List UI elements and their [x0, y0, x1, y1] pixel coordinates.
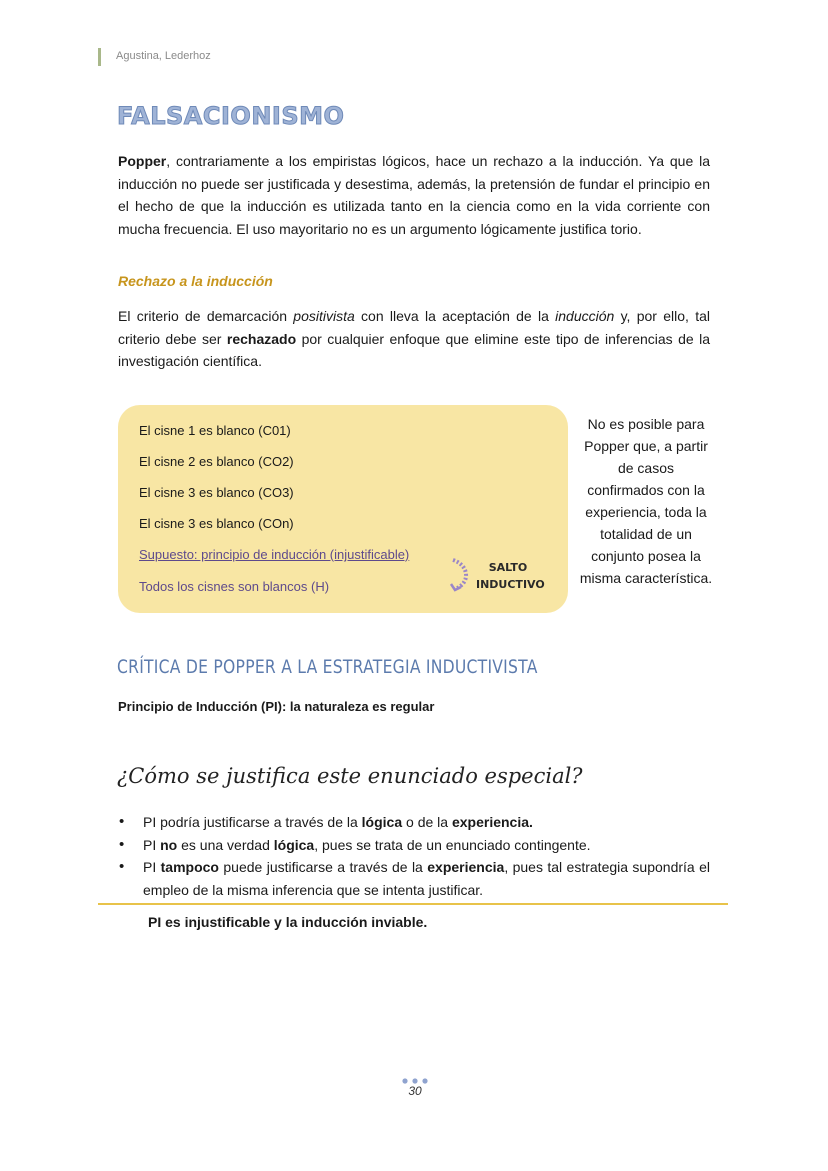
list-item: [118, 856, 710, 901]
swan-line-2: El cisne 2 es blanco (CO2): [139, 454, 294, 469]
bullet-1-text-a: PI podría justificarse a través de la: [143, 814, 362, 830]
bullet-2-text-b: es una verdad: [177, 836, 274, 853]
rechazo-text-1: El criterio de demarcación: [118, 308, 294, 324]
header-accent-bar: [98, 48, 101, 66]
rechazo-positivista: positivista: [293, 308, 355, 324]
rechazo-text-4: por cualquier enfoque que elimine este tipo de inferencias de la investigación científica.: [118, 330, 710, 370]
inductivo-word: INDUCTIVO: [476, 578, 545, 591]
bullet-3-bold-experiencia: experiencia: [427, 859, 505, 876]
bullet-2-bold-no: no: [160, 836, 178, 853]
curved-arrow-icon: [449, 557, 473, 593]
final-conclusion: PI es injustificable y la inducción inviable.: [148, 914, 428, 930]
side-note: No es posible para Popper que, a partir de casos confirmados con la experiencia, toda la totalidad de un conjunto posea la misma característica.: [579, 416, 713, 586]
bullet-3-bold-tampoco: tampoco: [160, 859, 219, 876]
bullet-2-text-c: , pues se trata de un enunciado contingente.: [314, 836, 591, 853]
intro-lead: Popper: [118, 153, 167, 169]
bullet-1-bold-logica: lógica: [361, 814, 403, 830]
intro-paragraph: [118, 150, 710, 240]
list-item: [118, 834, 710, 857]
rechazo-text-3: y, por ello, tal criterio debe ser: [118, 308, 710, 347]
swan-line-1: El cisne 1 es blanco (C01): [139, 423, 291, 438]
swan-line-3: El cisne 3 es blanco (CO3): [139, 485, 294, 500]
swan-example-box: [118, 405, 568, 613]
principio-induccion: Principio de Inducción (PI): la naturaleza es regular: [118, 699, 435, 714]
bullet-2-bold-logica: lógica: [273, 836, 315, 853]
rechazo-induccion: inducción: [555, 308, 615, 324]
swan-line-4: El cisne 3 es blanco (COn): [139, 516, 294, 531]
salto-inductivo-label: [476, 559, 545, 593]
list-item: [118, 811, 710, 834]
conclusion-line: Todos los cisnes son blancos (H): [139, 579, 330, 594]
rechazo-rechazado: rechazado: [226, 330, 297, 347]
bullet-2-text-a: PI: [143, 836, 161, 853]
bullet-list: [118, 811, 710, 901]
divider: [98, 903, 728, 905]
rechazo-heading: Rechazo a la inducción: [118, 273, 273, 289]
page-title: FALSACIONISMO: [117, 102, 345, 130]
bullet-1-bold-experiencia: experiencia.: [451, 814, 533, 830]
bullet-1-text-b: o de la: [402, 814, 452, 830]
intro-text: , contrariamente a los empiristas lógicos, hace un rechazo a la inducción. Ya que la inducción no puede ser justificada y desestima, además, la pretensión de fundar el principio en el hecho de que la inducción es utilizada tanto en la ciencia como en la vida corriente con mucha frecuencia. El uso mayoritario no es un argumento lógicamente justifica torio.: [118, 153, 710, 237]
rechazo-paragraph: [118, 305, 710, 373]
page-number: 30: [408, 1084, 422, 1098]
supuesto-line: Supuesto: principio de inducción (injustificable): [139, 547, 410, 562]
rechazo-text-2: con lleva la aceptación de la: [354, 308, 556, 324]
bullet-3-text-c: , pues tal estrategia supondría el empleo de la misma inferencia que se intenta justificar.: [143, 859, 711, 898]
question-heading: ¿Cómo se justifica este enunciado especial?: [117, 764, 583, 788]
bullet-3-text-b: puede justificarse a través de la: [218, 859, 428, 876]
salto-word: SALTO: [488, 561, 528, 574]
critica-heading: CRÍTICA DE POPPER A LA ESTRATEGIA INDUCTIVISTA: [117, 656, 538, 678]
bullet-3-text-a: PI: [143, 859, 161, 876]
header-author: Agustina, Lederhoz: [116, 50, 211, 62]
